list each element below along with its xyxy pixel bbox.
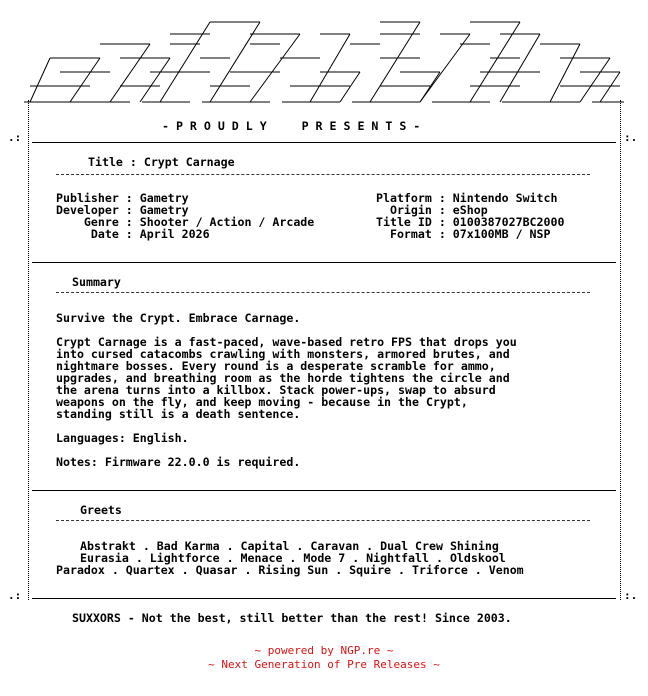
title-line: Title : Crypt Carnage <box>88 155 235 169</box>
greets-underline <box>56 520 590 521</box>
tagline: - P R O U D L Y P R E S E N T S - <box>162 119 421 133</box>
info-origin: Origin : eShop <box>376 203 488 217</box>
summary-body-line: weapons on the fly, and keep moving - because in the Crypt, <box>56 395 468 409</box>
group-logo-art <box>20 14 628 110</box>
info-genre: Genre : Shooter / Action / Arcade <box>56 215 315 229</box>
summary-body-line: into cursed catacombs crawling with monsters, armored brutes, and <box>56 347 510 361</box>
divider-summary <box>32 262 616 263</box>
right-border <box>620 100 621 600</box>
info-developer: Developer : Gametry <box>56 203 189 217</box>
footer-powered-by[interactable]: ~ powered by NGP.re ~ <box>254 644 394 657</box>
info-title-id: Title ID : 0100387027BC2000 <box>376 215 565 229</box>
greets-heading: Greets <box>80 503 122 517</box>
notes-line: Notes: Firmware 22.0.0 is required. <box>56 455 301 469</box>
summary-heading: Summary <box>72 275 121 289</box>
summary-body-line: standing still is a death sentence. <box>56 407 301 421</box>
title-underline <box>56 174 590 175</box>
divider-greets <box>32 490 616 491</box>
divider-slogan <box>32 598 616 599</box>
summary-lead: Survive the Crypt. Embrace Carnage. <box>56 311 301 325</box>
info-format: Format : 07x100MB / NSP <box>376 227 551 241</box>
greets-line: Abstrakt . Bad Karma . Capital . Caravan . Dual Crew Shining <box>80 539 499 553</box>
info-platform: Platform : Nintendo Switch <box>376 191 558 205</box>
divider-top <box>32 142 616 143</box>
summary-underline <box>56 292 590 293</box>
left-border <box>28 100 29 600</box>
left-corner-mark: .: <box>8 131 22 144</box>
footer-tagline: ~ Next Generation of Pre Releases ~ <box>208 658 440 671</box>
summary-body-line: upgrades, and breathing room as the horde tightens the circle and <box>56 371 510 385</box>
greets-line: Paradox . Quartex . Quasar . Rising Sun . Squire . Triforce . Venom <box>56 563 524 577</box>
left-corner-mark-bottom: .: <box>8 589 22 602</box>
summary-body-line: Crypt Carnage is a fast-paced, wave-based retro FPS that drops you <box>56 335 517 349</box>
right-corner-mark: :. <box>624 131 638 144</box>
summary-body-line: the arena turns into a killbox. Stack power-ups, swap to absurd <box>56 383 496 397</box>
info-date: Date : April 2026 <box>56 227 210 241</box>
languages-line: Languages: English. <box>56 431 189 445</box>
right-corner-mark-bottom: :. <box>624 589 638 602</box>
greets-line: Eurasia . Lightforce . Menace . Mode 7 . Nightfall . Oldskool <box>80 551 506 565</box>
summary-body-line: nightmare bosses. Every round is a desperate scramble for ammo, <box>56 359 496 373</box>
info-publisher: Publisher : Gametry <box>56 191 189 205</box>
group-slogan: SUXXORS - Not the best, still better than the rest! Since 2003. <box>72 611 512 625</box>
